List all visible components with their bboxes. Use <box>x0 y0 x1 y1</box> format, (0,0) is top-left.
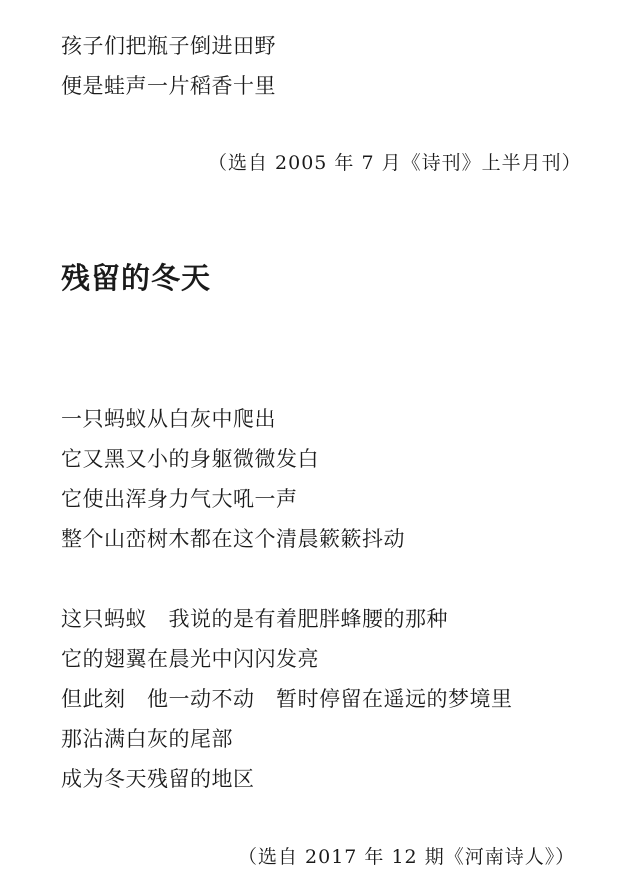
poem-source: （选自 2017 年 12 期《河南诗人》） <box>238 846 576 868</box>
stanza-2-line-3: 但此刻 他一动不动 暂时停留在遥远的梦境里 <box>61 687 513 711</box>
stanza-1-line-2: 它又黑又小的身躯微微发白 <box>61 447 319 471</box>
stanza-2-line-1: 这只蚂蚁 我说的是有着肥胖蜂腰的那种 <box>61 607 448 631</box>
previous-poem-line-2: 便是蛙声一片稻香十里 <box>61 74 276 98</box>
stanza-1-line-1: 一只蚂蚁从白灰中爬出 <box>61 407 276 431</box>
poem-title: 残留的冬天 <box>61 261 212 295</box>
previous-poem-line-1: 孩子们把瓶子倒进田野 <box>61 34 276 58</box>
previous-poem-source: （选自 2005 年 7 月《诗刊》上半月刊） <box>208 152 582 174</box>
stanza-2-line-4: 那沾满白灰的尾部 <box>61 727 233 751</box>
stanza-1-line-3: 它使出浑身力气大吼一声 <box>61 487 298 511</box>
stanza-2-line-2: 它的翅翼在晨光中闪闪发亮 <box>61 647 319 671</box>
stanza-2-line-5: 成为冬天残留的地区 <box>61 767 255 791</box>
stanza-1-line-4: 整个山峦树木都在这个清晨簌簌抖动 <box>61 527 405 551</box>
